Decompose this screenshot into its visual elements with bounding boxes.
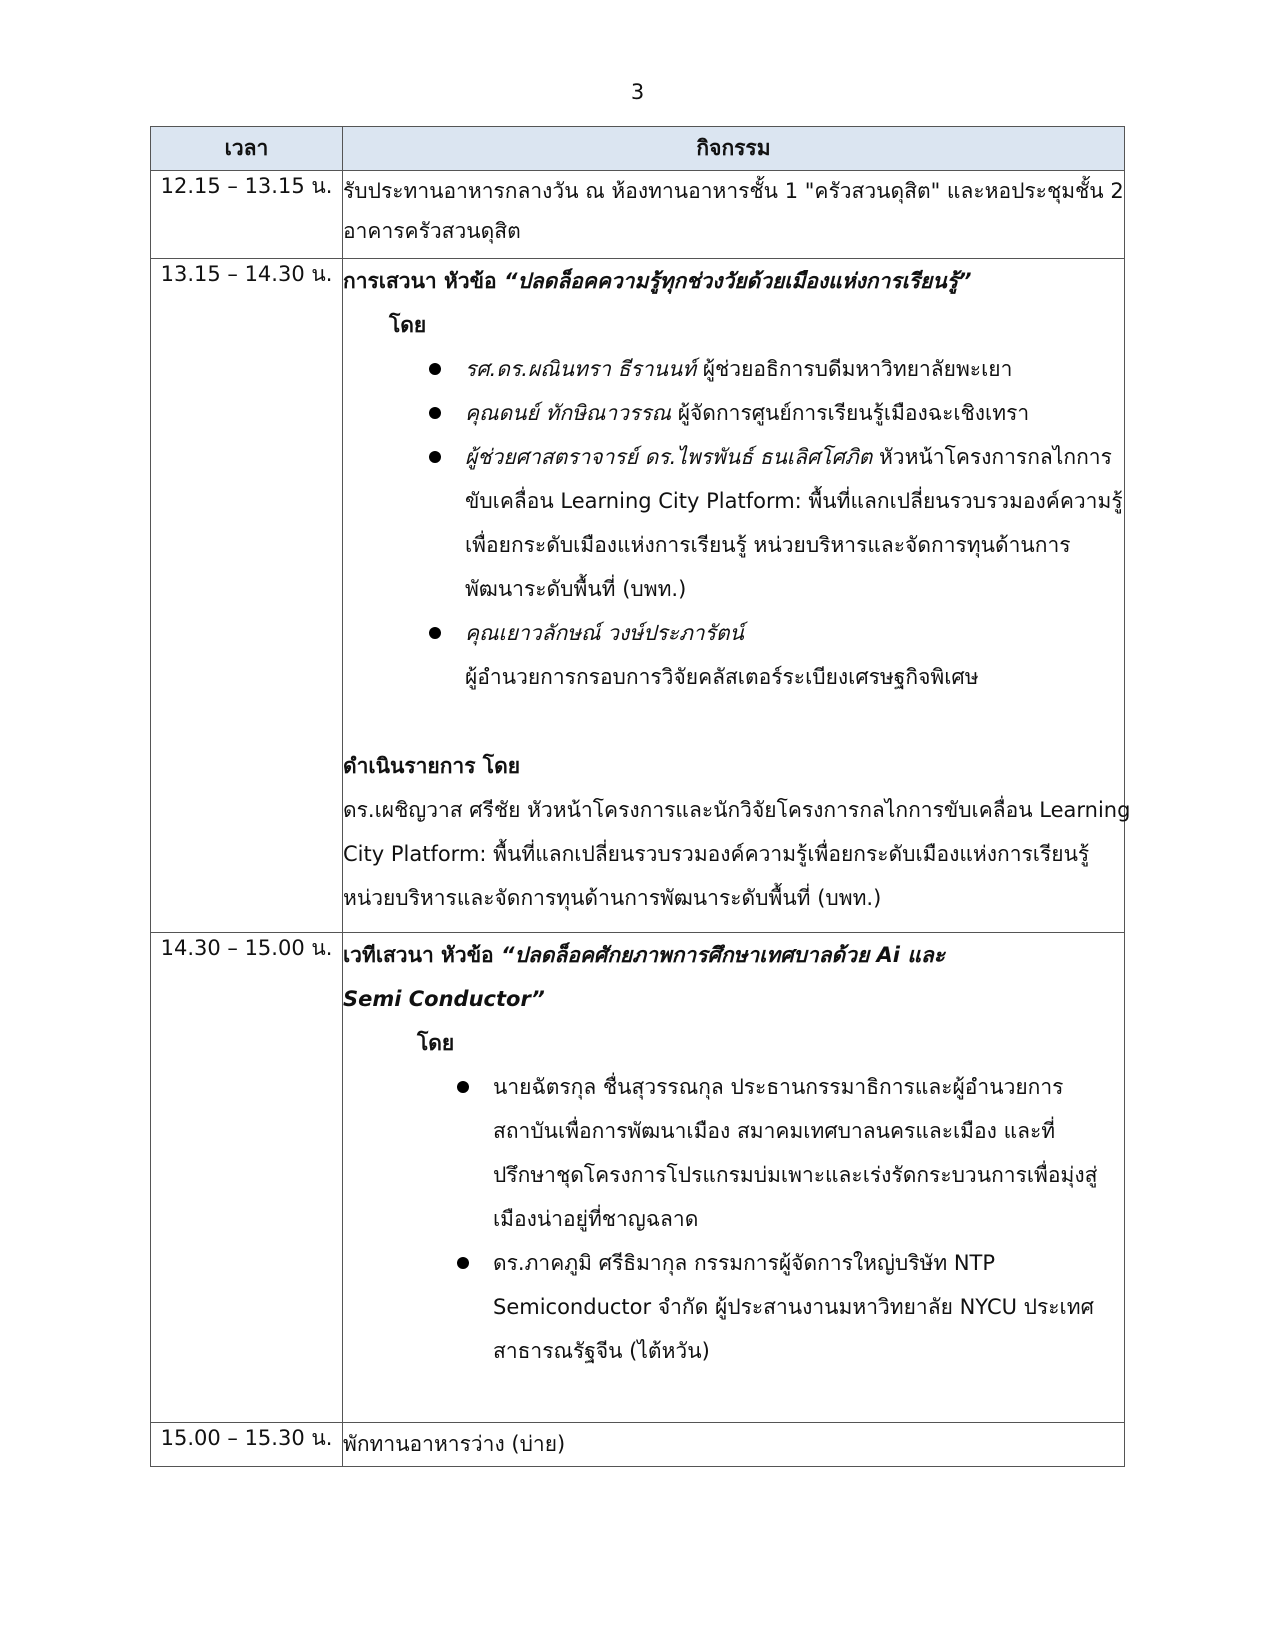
speaker-item — [343, 391, 1124, 435]
speaker-item — [343, 1241, 1124, 1373]
speaker-list — [343, 347, 1124, 699]
session-title — [343, 933, 1124, 977]
speaker-role-line: ขับเคลื่อน Learning City Platform: พื้นที่แลกเปลี่ยนรวบรวมองค์ความรู้ — [465, 489, 1123, 513]
bullet-icon — [457, 1257, 469, 1269]
speaker-line: สถาบันเพื่อการพัฒนาเมือง สมาคมเทศบาลนครและเมือง และที่ — [493, 1119, 1056, 1143]
session-topic: “ปลดล็อคศักยภาพการศึกษาเทศบาลด้วย Ai และ — [500, 943, 945, 967]
activity-line: พักทานอาหารว่าง (บ่าย) — [343, 1432, 566, 1456]
table-row — [151, 259, 1125, 933]
activity-cell — [343, 1423, 1125, 1467]
table-row — [151, 171, 1125, 259]
speaker-line: ดร.ภาคภูมิ ศรีธิมากุล กรรมการผู้จัดการใหญ่บริษัท NTP — [493, 1251, 996, 1275]
header-time: เวลา — [151, 127, 343, 171]
bullet-icon — [457, 1081, 469, 1093]
moderator-heading: ดำเนินรายการ โดย — [343, 754, 521, 778]
table-header-row — [151, 127, 1125, 171]
moderator-line: ดร.เผชิญวาส ศรีชัย หัวหน้าโครงการและนักวิจัยโครงการกลไกการขับเคลื่อน Learning — [343, 798, 1131, 822]
session-title-prefix: เวทีเสวนา หัวข้อ — [343, 943, 501, 967]
speaker-role: หัวหน้าโครงการกลไกการ — [872, 445, 1112, 469]
speaker-line: เมืองน่าอยู่ที่ชาญฉลาด — [493, 1207, 699, 1231]
session-title — [343, 259, 1124, 303]
page-number: 3 — [630, 80, 645, 104]
header-activity: กิจกรรม — [343, 127, 1125, 171]
speaker-line: นายฉัตรกุล ชื่นสุวรรณกุล ประธานกรรมาธิการและผู้อำนวยการ — [493, 1075, 1064, 1099]
speaker-item — [343, 347, 1124, 391]
speaker-name: คุณดนย์ ทักษิณาวรรณ — [465, 401, 672, 425]
activity-cell — [343, 933, 1125, 1423]
speaker-line: ปรึกษาชุดโครงการโปรแกรมบ่มเพาะและเร่งรัดกระบวนการเพื่อมุ่งสู่ — [493, 1163, 1098, 1187]
schedule-table — [150, 126, 1131, 1467]
table-row — [151, 1423, 1125, 1467]
activity-line: รับประทานอาหารกลางวัน ณ ห้องทานอาหารชั้น 1 "ครัวสวนดุสิต" และหอประชุมชั้น 2 — [343, 179, 1124, 203]
speaker-list — [343, 1065, 1124, 1373]
moderator-line: หน่วยบริหารและจัดการทุนด้านการพัฒนาระดับพื้นที่ (บพท.) — [343, 886, 882, 910]
bullet-icon — [429, 451, 441, 463]
activity-line: อาคารครัวสวนดุสิต — [343, 219, 521, 243]
time-cell: 14.30 – 15.00 น. — [151, 933, 343, 1423]
by-label: โดย — [389, 313, 427, 337]
speaker-name: ผู้ช่วยศาสตราจารย์ ดร.ไพรพันธ์ ธนเลิศโศภิต — [465, 445, 873, 469]
speaker-item — [343, 435, 1124, 611]
table-row — [151, 933, 1125, 1423]
speaker-role-line: ผู้อำนวยการกรอบการวิจัยคลัสเตอร์ระเบียงเศรษฐกิจพิเศษ — [465, 665, 979, 689]
time-cell: 13.15 – 14.30 น. — [151, 259, 343, 933]
bullet-icon — [429, 407, 441, 419]
bullet-icon — [429, 363, 441, 375]
session-topic-line: Semi Conductor” — [343, 987, 545, 1011]
speaker-role-line: พัฒนาระดับพื้นที่ (บพท.) — [465, 577, 687, 601]
by-label: โดย — [417, 1031, 455, 1055]
time-cell: 15.00 – 15.30 น. — [151, 1423, 343, 1467]
time-cell: 12.15 – 13.15 น. — [151, 171, 343, 259]
speaker-name: คุณเยาวลักษณ์ วงษ์ประภารัตน์ — [465, 621, 744, 645]
bullet-icon — [429, 627, 441, 639]
speaker-role: ผู้จัดการศูนย์การเรียนรู้เมืองฉะเชิงเทรา — [671, 401, 1030, 425]
activity-cell — [343, 259, 1131, 933]
speaker-name: รศ.ดร.ผณินทรา ธีรานนท์ — [465, 357, 697, 381]
speaker-role: ผู้ช่วยอธิการบดีมหาวิทยาลัยพะเยา — [696, 357, 1013, 381]
moderator-line: City Platform: พื้นที่แลกเปลี่ยนรวบรวมองค์ความรู้เพื่อยกระดับเมืองแห่งการเรียนรู้ — [343, 842, 1090, 866]
speaker-line: สาธารณรัฐจีน (ไต้หวัน) — [493, 1339, 710, 1363]
activity-cell — [343, 171, 1125, 259]
speaker-line: Semiconductor จำกัด ผู้ประสานงานมหาวิทยาลัย NYCU ประเทศ — [493, 1295, 1094, 1319]
session-topic: “ปลดล็อคความรู้ทุกช่วงวัยด้วยเมืองแห่งการเรียนรู้” — [503, 269, 972, 293]
speaker-item — [343, 611, 1124, 699]
speaker-item — [343, 1065, 1124, 1241]
speaker-role-line: เพื่อยกระดับเมืองแห่งการเรียนรู้ หน่วยบริหารและจัดการทุนด้านการ — [465, 533, 1071, 557]
session-title-prefix: การเสวนา หัวข้อ — [343, 269, 504, 293]
